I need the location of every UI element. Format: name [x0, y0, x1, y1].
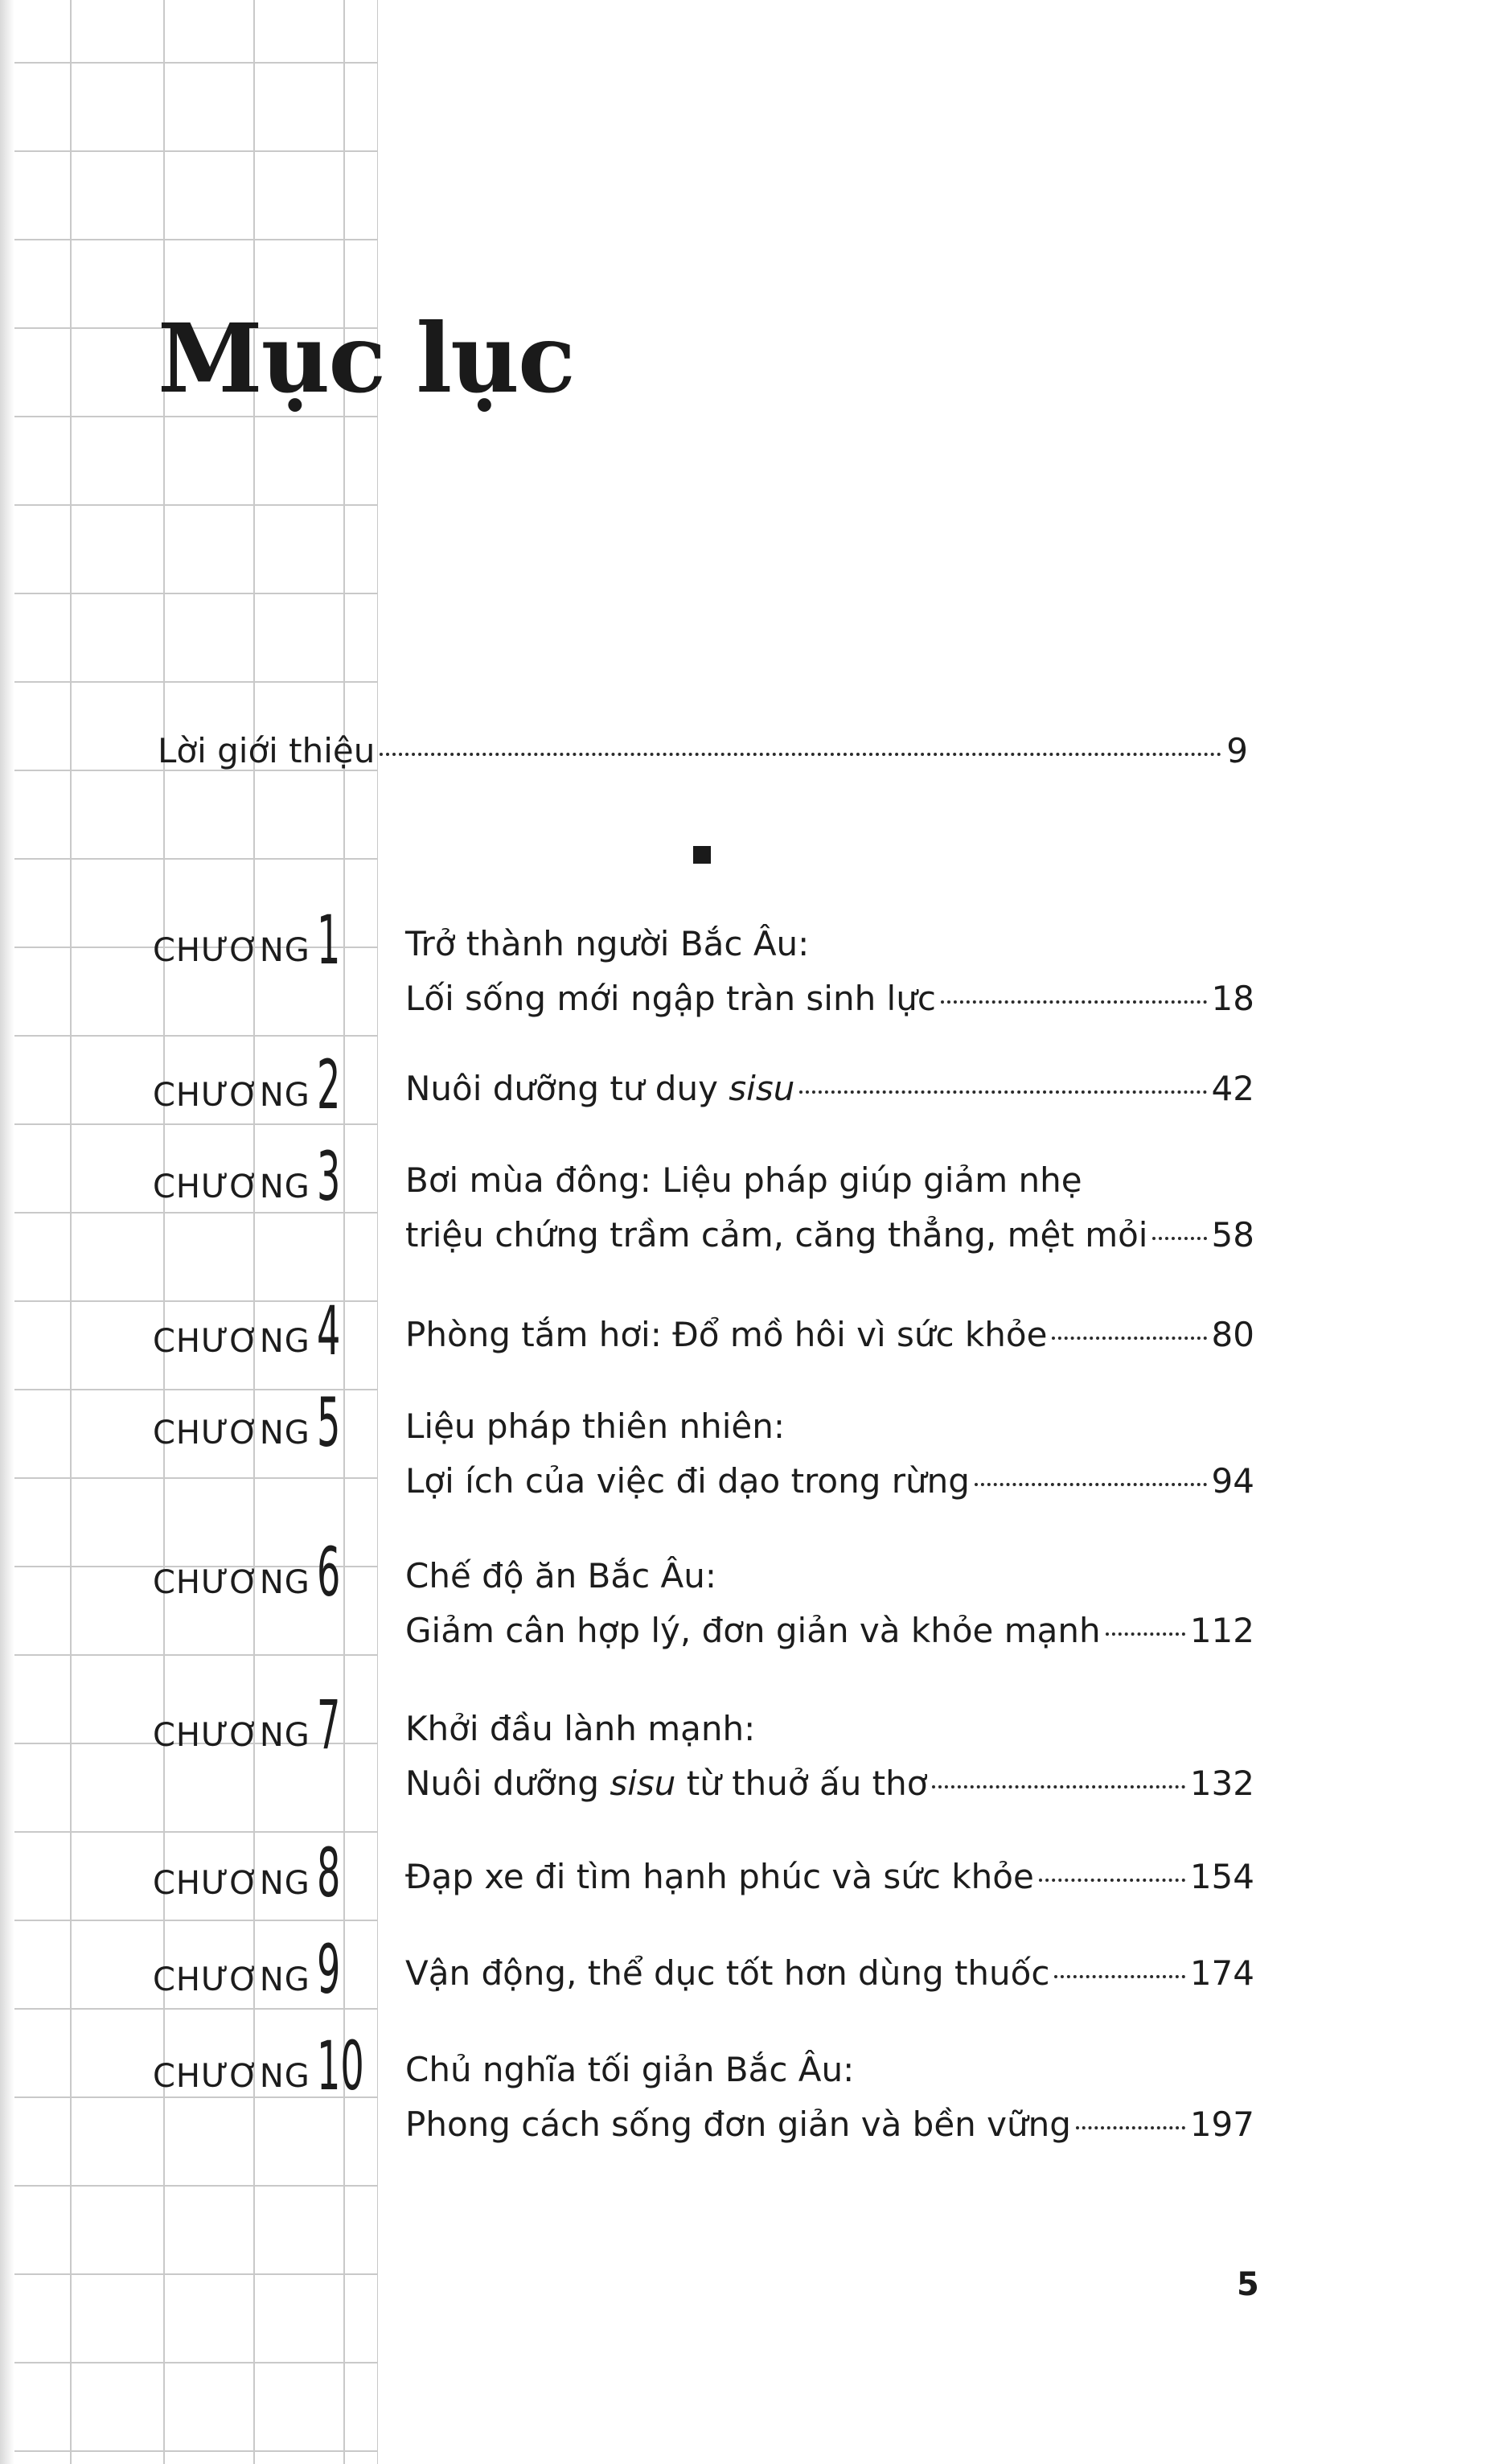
dot-leader	[1054, 1975, 1184, 1978]
chapter-page: 174	[1189, 1953, 1254, 1993]
chapter-title	[405, 1153, 1254, 1263]
dot-leader	[1076, 2126, 1185, 2129]
chapter-title-line: Lối sống mới ngập tràn sinh lực	[405, 979, 936, 1018]
chapter-word: CHƯƠNG	[153, 2058, 310, 2095]
chapter-label	[153, 1137, 359, 1216]
toc-intro-entry[interactable]	[158, 724, 1248, 778]
chapter-title-line: Nuôi dưỡng tư duy sisu	[405, 1069, 795, 1108]
chapter-number: 6	[316, 1533, 341, 1612]
chapter-title-line: Liệu pháp thiên nhiên:	[405, 1407, 785, 1446]
chapter-word: CHƯƠNG	[153, 932, 310, 969]
chapter-title-line: triệu chứng trầm cảm, căng thẳng, mệt mỏi	[405, 1215, 1148, 1255]
chapter-title-line: Trở thành người Bắc Âu:	[405, 924, 810, 963]
chapter-page: 112	[1189, 1611, 1254, 1650]
chapter-title	[405, 1399, 1254, 1509]
chapter-title-line: Bơi mùa đông: Liệu pháp giúp giảm nhẹ	[405, 1160, 1082, 1200]
chapter-title-line: Phòng tắm hơi: Đổ mồ hôi vì sức khỏe	[405, 1315, 1048, 1354]
chapter-page: 58	[1211, 1215, 1254, 1255]
chapter-title	[405, 1062, 1254, 1116]
dot-leader	[941, 1000, 1207, 1004]
chapter-label	[153, 901, 359, 979]
chapter-title	[405, 1308, 1254, 1362]
dot-leader	[975, 1483, 1207, 1486]
chapter-title-line: Lợi ích của việc đi dạo trong rừng	[405, 1461, 970, 1501]
chapter-page: 94	[1211, 1461, 1254, 1501]
dot-leader	[380, 753, 1221, 756]
chapter-title-line: Chủ nghĩa tối giản Bắc Âu:	[405, 2050, 855, 2089]
chapter-title	[405, 1702, 1254, 1811]
dot-leader	[932, 1785, 1184, 1788]
chapter-word: CHƯƠNG	[153, 1865, 310, 1902]
chapter-number: 9	[316, 1930, 341, 2009]
chapter-title-line: Phong cách sống đơn giản và bền vững	[405, 2105, 1071, 2144]
chapter-title-line: Vận động, thể dục tốt hơn dùng thuốc	[405, 1953, 1050, 1993]
chapter-label	[153, 1292, 359, 1370]
chapter-title-line: Đạp xe đi tìm hạnh phúc và sức khỏe	[405, 1857, 1034, 1896]
chapter-page: 80	[1211, 1315, 1254, 1354]
chapter-page: 197	[1189, 2105, 1254, 2144]
chapter-number: 10	[316, 2027, 364, 2105]
chapter-title	[405, 2043, 1254, 2152]
chapter-title	[405, 1850, 1254, 1904]
chapter-page: 154	[1189, 1857, 1254, 1896]
chapter-word: CHƯƠNG	[153, 1415, 310, 1452]
chapter-title-line: Nuôi dưỡng sisu từ thuở ấu thơ	[405, 1764, 928, 1803]
dot-leader	[1152, 1237, 1206, 1240]
chapter-label	[153, 1383, 359, 1462]
dot-leader	[1106, 1632, 1185, 1636]
chapter-label	[153, 1930, 359, 2009]
page-number: 5	[1237, 2266, 1259, 2303]
chapter-word: CHƯƠNG	[153, 1564, 310, 1601]
chapter-number: 5	[316, 1383, 341, 1462]
chapter-label	[153, 1533, 359, 1612]
chapter-label	[153, 1834, 359, 1912]
chapter-title-line: Chế độ ăn Bắc Âu:	[405, 1556, 717, 1595]
chapter-word: CHƯƠNG	[153, 1717, 310, 1754]
chapter-word: CHƯƠNG	[153, 1961, 310, 1998]
dot-leader	[799, 1090, 1206, 1094]
chapter-title-line: Khởi đầu lành mạnh:	[405, 1709, 756, 1748]
chapter-word: CHƯƠNG	[153, 1323, 310, 1360]
chapter-page: 132	[1189, 1764, 1254, 1803]
intro-page: 9	[1226, 731, 1248, 770]
chapter-number: 3	[316, 1137, 341, 1216]
page-title: Mục lục	[158, 302, 574, 414]
chapter-label	[153, 1686, 359, 1764]
chapter-label	[153, 2027, 403, 2105]
page-edge-shadow	[0, 0, 14, 2464]
chapter-title	[405, 1549, 1254, 1658]
chapter-number: 4	[316, 1292, 341, 1370]
intro-label: Lời giới thiệu	[158, 731, 376, 770]
chapter-number: 8	[316, 1834, 341, 1912]
dot-leader	[1052, 1337, 1206, 1340]
chapter-title	[405, 1946, 1254, 2001]
chapter-page: 42	[1211, 1069, 1254, 1108]
chapter-word: CHƯƠNG	[153, 1077, 310, 1114]
chapter-number: 1	[316, 901, 341, 979]
chapter-number: 7	[316, 1686, 341, 1764]
chapter-title-line: Giảm cân hợp lý, đơn giản và khỏe mạnh	[405, 1611, 1101, 1650]
chapter-title	[405, 917, 1254, 1026]
chapter-page: 18	[1211, 979, 1254, 1018]
chapter-word: CHƯƠNG	[153, 1168, 310, 1205]
chapter-label	[153, 1045, 359, 1124]
chapter-number: 2	[316, 1045, 341, 1124]
dot-leader	[1039, 1879, 1185, 1882]
section-divider-square	[693, 846, 711, 864]
